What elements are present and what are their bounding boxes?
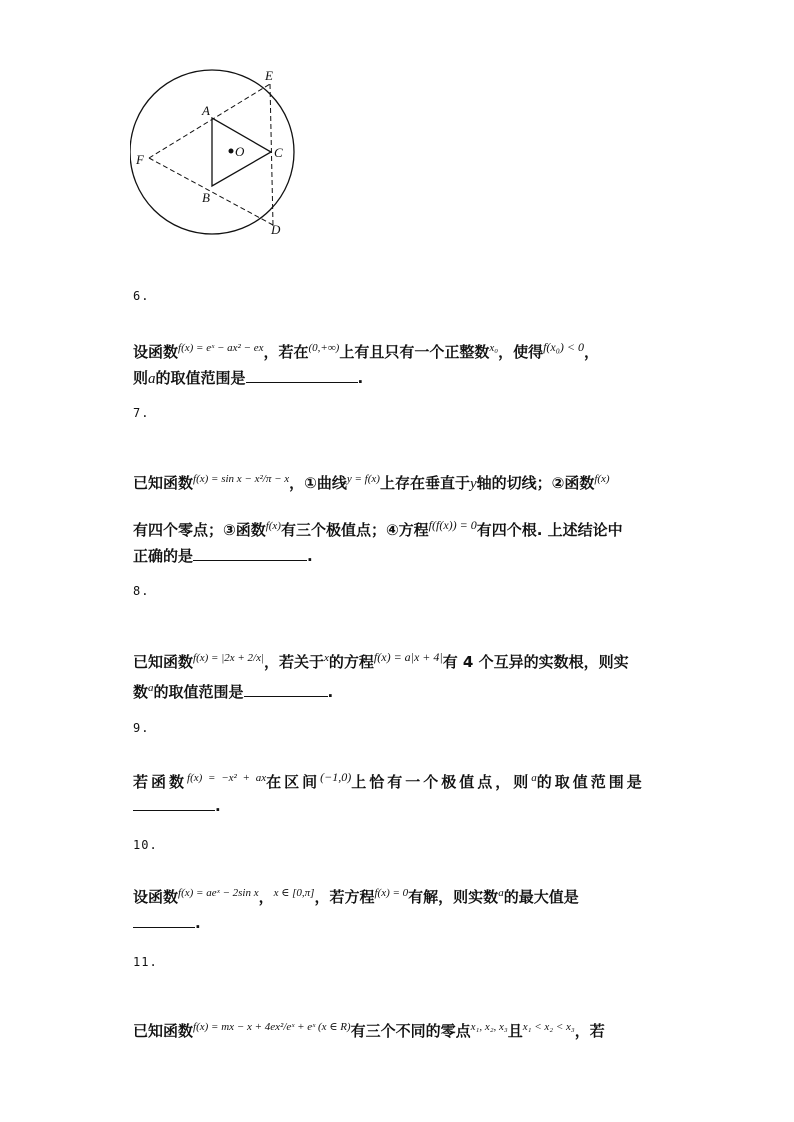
q8-end: .	[327, 683, 334, 701]
q6-end: .	[357, 369, 364, 387]
q11-zeros: x₁, x₂, x₃	[470, 1021, 508, 1033]
q10-line2	[133, 914, 201, 932]
q8-text-5: 数	[133, 683, 149, 701]
q10-text-3: ，若方程	[314, 888, 375, 906]
q7-text-5: 有四个零点；③函数	[133, 521, 266, 539]
q8-text-4: 有 4 个互异的实数根，则实	[442, 653, 629, 671]
q7-curve: y = f(x)	[346, 473, 380, 485]
label-c: C	[274, 145, 283, 160]
q9-end: .	[215, 797, 221, 815]
q6-text-4: ，使得	[498, 343, 544, 361]
q7-end: .	[307, 547, 313, 565]
q7-text-7: 有四个根. 上述结论中	[476, 521, 623, 539]
q11-number: 11.	[133, 955, 158, 969]
q10-line1	[133, 886, 579, 907]
q8-line2	[133, 681, 333, 702]
q10-domain: x ∈ [0,π]	[273, 887, 315, 899]
q6-line2	[133, 367, 363, 388]
q8-text-6: 的取值范围是	[153, 683, 244, 701]
dashed-line-f-d	[149, 158, 273, 225]
q9-text-4: 的取值范围是	[536, 773, 645, 791]
q8-var-a: a	[148, 682, 154, 694]
q6-text-7: 的取值范围是	[155, 369, 246, 387]
dashed-line-e-d	[270, 84, 273, 225]
q9-answer-blank[interactable]	[133, 797, 215, 811]
q8-text-1: 已知函数	[133, 653, 194, 671]
q8-text-3: 的方程	[328, 653, 374, 671]
q8-formula-f: f(x) = |2x + 2/x|	[193, 652, 264, 664]
q10-text-2: ，	[258, 888, 274, 906]
q7-fx-1: f(x)	[594, 473, 610, 485]
q9-interval: (−1,0)	[320, 770, 352, 784]
q10-end: .	[195, 914, 201, 932]
q10-var-a: a	[498, 887, 504, 899]
q10-text-4: 有解，则实数	[408, 888, 499, 906]
q8-text-2: ，若关于	[264, 653, 325, 671]
q9-line1	[133, 770, 645, 792]
q9-text-2: 在区间	[266, 773, 321, 791]
q7-number: 7.	[133, 406, 150, 420]
q10-formula-f: f(x) = aeˣ − 2sin x	[178, 887, 259, 899]
q6-interval: (0,+∞)	[308, 342, 340, 354]
q7-equation: f(f(x)) = 0	[428, 518, 477, 532]
q9-text-3: 上恰有一个极值点，则	[351, 773, 532, 791]
q7-line1	[133, 472, 610, 493]
q11-text-3: 且	[507, 1022, 523, 1040]
q6-text-1: 设函数	[133, 343, 179, 361]
q6-text-2: ，若在	[263, 343, 309, 361]
q10-text-5: 的最大值是	[503, 888, 579, 906]
q7-formula-f: f(x) = sin x − x²/π − x	[193, 473, 290, 485]
label-a: A	[202, 103, 210, 118]
q7-text-6: 有三个极值点；④方程	[280, 521, 429, 539]
q7-text-3: 上存在垂直于	[379, 474, 470, 492]
q10-equation: f(x) = 0	[374, 887, 409, 899]
q7-fx-2: f(x)	[265, 520, 281, 532]
q7-answer-blank[interactable]	[193, 547, 307, 561]
q9-text-1: 若函数	[133, 773, 188, 791]
q11-order: x₁ < x₂ < x₃	[522, 1021, 575, 1033]
q6-text-5: ，	[584, 343, 600, 361]
q6-text-6: 则	[133, 369, 149, 387]
q9-number: 9.	[133, 721, 150, 735]
q7-text-1: 已知函数	[133, 474, 194, 492]
q7-line3	[133, 545, 313, 566]
q7-line2	[133, 518, 623, 540]
q8-var-x: x	[324, 652, 329, 664]
q6-text-3: 上有且只有一个正整数	[339, 343, 490, 361]
q8-line1	[133, 650, 629, 672]
q7-text-2: ，①曲线	[289, 474, 347, 492]
q6-answer-blank[interactable]	[246, 369, 358, 383]
q11-text-4: ，若	[574, 1022, 605, 1040]
label-o: O	[235, 144, 245, 159]
q9-var-a: a	[531, 772, 537, 784]
q6-formula-f: f(x) = eˣ − ax² − ex	[178, 342, 264, 354]
q10-text-1: 设函数	[133, 888, 179, 906]
q9-formula-f: f(x) = −x² + ax	[187, 772, 267, 784]
q7-text-4: 轴的切线；②函数	[476, 474, 595, 492]
q6-x0: x₀	[489, 342, 499, 354]
q11-line1	[133, 1020, 605, 1041]
q6-var-a: a	[148, 371, 156, 387]
dashed-line-f-e	[149, 84, 270, 158]
q8-equation: f(x) = a|x + 4|	[373, 650, 443, 664]
q11-formula-f: f(x) = mx − x + 4ex²/eˣ + eˣ (x ∈ R)	[193, 1021, 351, 1033]
q7-var-y: y	[469, 476, 477, 492]
label-b: B	[202, 190, 210, 205]
label-e: E	[265, 68, 273, 83]
q8-answer-blank[interactable]	[244, 683, 328, 697]
q10-number: 10.	[133, 838, 158, 852]
q8-number: 8.	[133, 584, 150, 598]
q10-answer-blank[interactable]	[133, 914, 195, 928]
geometry-diagram	[130, 60, 310, 245]
q9-line2	[133, 797, 221, 815]
q11-text-1: 已知函数	[133, 1022, 194, 1040]
q6-condition: f(x₀) < 0	[543, 340, 585, 354]
q6-line1	[133, 340, 599, 362]
center-point-o	[229, 149, 234, 154]
q7-text-8: 正确的是	[133, 547, 194, 565]
label-d: D	[271, 222, 281, 237]
q11-text-2: 有三个不同的零点	[350, 1022, 471, 1040]
q6-number: 6.	[133, 289, 150, 303]
label-f: F	[136, 152, 144, 167]
